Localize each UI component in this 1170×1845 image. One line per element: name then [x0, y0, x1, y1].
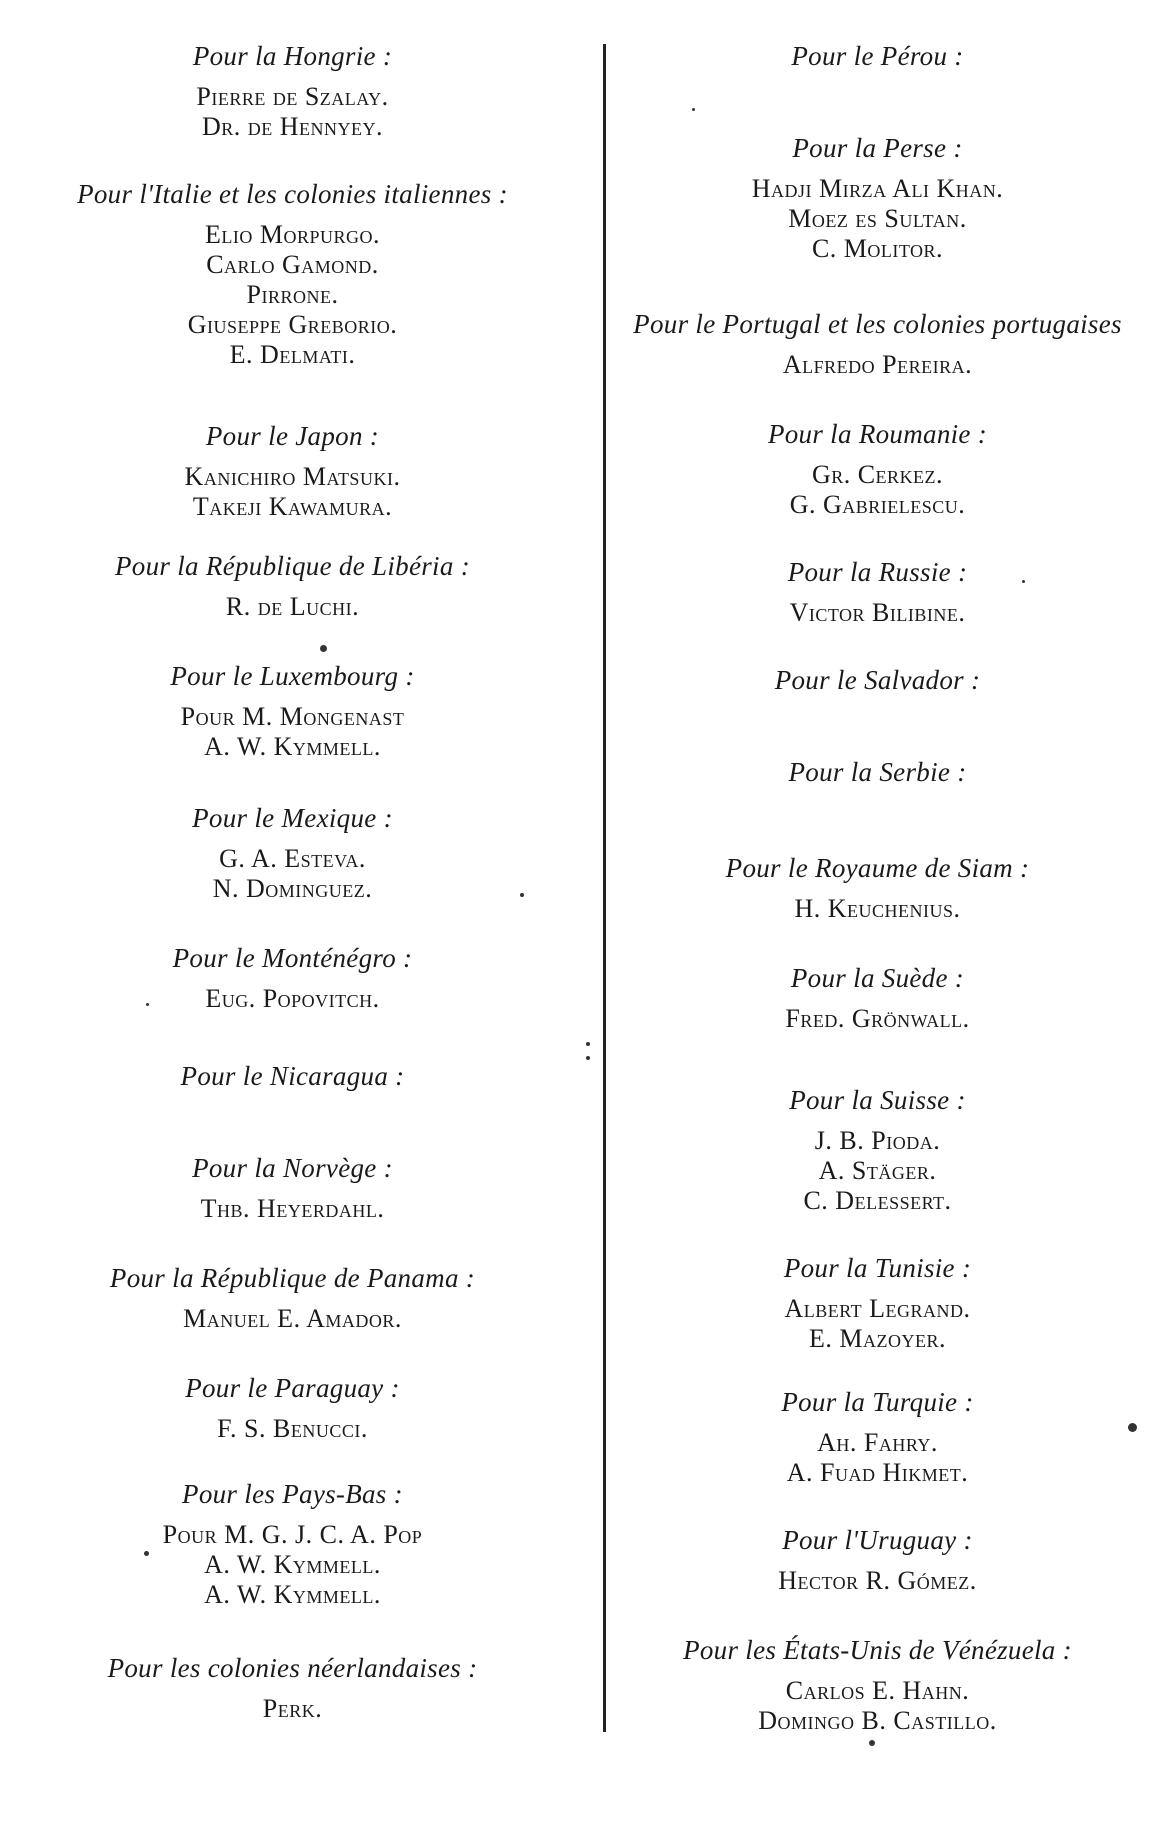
right-column [585, 0, 1170, 1845]
signatory-block [585, 756, 1170, 788]
country-heading: Pour le Luxembourg : [170, 661, 415, 691]
signer-list [0, 1414, 585, 1444]
signatory-block [585, 418, 1170, 520]
signer-list [0, 1304, 585, 1334]
signer-name: Alfredo Pereira. [782, 350, 973, 379]
country-heading: Pour les Pays-Bas : [182, 1479, 403, 1509]
country-heading: Pour le Monténégro : [172, 943, 413, 973]
signatory-block [0, 1652, 585, 1724]
signer-list [0, 702, 585, 762]
scan-speck [692, 108, 695, 111]
signatory-block [0, 550, 585, 622]
signer-name: Hadji Mirza Ali Khan. [751, 174, 1004, 203]
country-heading: Pour la Roumanie : [767, 419, 988, 449]
country-heading: Pour le Royaume de Siam : [725, 853, 1030, 883]
signer-list [0, 82, 585, 142]
signatory-block [585, 1524, 1170, 1596]
country-heading: Pour la République de Libéria : [115, 551, 470, 581]
signer-name: Takeji Kawamura. [192, 492, 393, 521]
signatory-block [585, 40, 1170, 72]
country-heading: Pour le Salvador : [774, 665, 981, 695]
signatory-block [0, 178, 585, 370]
signer-name: Pour M. G. J. C. A. Pop [162, 1520, 423, 1549]
signatory-block [585, 556, 1170, 628]
signer-list [585, 350, 1170, 380]
country-heading: Pour la Serbie : [788, 757, 967, 787]
signer-name: Manuel E. Amador. [183, 1304, 402, 1333]
country-heading: Pour les colonies néerlandaises : [107, 1653, 478, 1683]
country-heading: Pour la Tunisie : [783, 1253, 972, 1283]
signer-name: Hector R. Gómez. [778, 1566, 977, 1595]
country-heading: Pour le Nicaragua : [180, 1061, 405, 1091]
signer-name: H. Keuchenius. [794, 894, 961, 923]
signatory-block [585, 852, 1170, 924]
signatory-block [585, 1084, 1170, 1216]
signer-name: Gr. Cerkez. [811, 460, 944, 489]
signer-list [0, 1520, 585, 1610]
signer-list [585, 894, 1170, 924]
country-heading: Pour la Suisse : [789, 1085, 966, 1115]
scan-speck [1128, 1423, 1137, 1432]
signer-list [0, 1694, 585, 1724]
signatory-block [585, 1634, 1170, 1736]
signatory-block [0, 660, 585, 762]
signatory-block [0, 1478, 585, 1610]
signatory-block [585, 308, 1170, 380]
signer-list [0, 984, 585, 1014]
country-heading: Pour l'Italie et les colonies italiennes : [77, 179, 508, 209]
signer-name: F. S. Benucci. [217, 1414, 368, 1443]
signatory-block [0, 1372, 585, 1444]
country-heading: Pour la Hongrie : [192, 41, 393, 71]
country-heading: Pour le Paraguay : [185, 1373, 400, 1403]
signer-name: Moez es Sultan. [788, 204, 967, 233]
signer-list [585, 1676, 1170, 1736]
signer-name: Carlo Gamond. [206, 250, 379, 279]
scan-speck [1022, 580, 1025, 583]
signatory-block [585, 132, 1170, 264]
scan-speck [146, 1003, 149, 1006]
signatory-block [0, 942, 585, 1014]
signer-name: Victor Bilibine. [789, 598, 966, 627]
country-heading: Pour la Suède : [790, 963, 965, 993]
signer-list [0, 462, 585, 522]
scan-speck [869, 1740, 875, 1746]
signatory-block [0, 420, 585, 522]
signer-name: A. W. Kymmell. [204, 1550, 381, 1579]
signer-name: A. W. Kymmell. [204, 732, 381, 761]
signer-name: Pierre de Szalay. [196, 82, 389, 111]
signer-name: C. Molitor. [811, 234, 944, 263]
signer-name: Carlos E. Hahn. [785, 1676, 970, 1705]
country-heading: Pour la République de Panama : [109, 1263, 476, 1293]
signer-list [585, 1566, 1170, 1596]
signer-list [585, 174, 1170, 264]
signatory-block [0, 40, 585, 142]
signer-name: Thb. Heyerdahl. [200, 1194, 385, 1223]
country-heading: Pour l'Uruguay : [782, 1525, 973, 1555]
country-heading: Pour la Norvège : [192, 1153, 393, 1183]
signer-name: Kanichiro Matsuki. [184, 462, 401, 491]
signer-name: Eug. Popovitch. [205, 984, 380, 1013]
signer-name: Pour M. Mongenast [180, 702, 405, 731]
signer-name: G. Gabrielescu. [789, 490, 966, 519]
signer-list [585, 1428, 1170, 1488]
scan-speck [586, 1042, 590, 1046]
scan-speck [144, 1551, 149, 1556]
signer-list [0, 844, 585, 904]
signer-name: Domingo B. Castillo. [758, 1706, 997, 1735]
signatory-block [0, 1262, 585, 1334]
signer-name: A. Fuad Hikmet. [786, 1458, 969, 1487]
country-heading: Pour le Japon : [205, 421, 380, 451]
signer-list [0, 220, 585, 370]
scan-speck [320, 645, 327, 652]
scan-speck [520, 893, 524, 897]
signer-name: R. de Luchi. [225, 592, 360, 621]
signer-name: Perk. [262, 1694, 323, 1723]
country-heading: Pour le Pérou : [791, 41, 964, 71]
signer-name: Giuseppe Greborio. [187, 310, 398, 339]
signatory-block [585, 1252, 1170, 1354]
country-heading: Pour le Mexique : [192, 803, 393, 833]
signer-list [585, 1126, 1170, 1216]
signer-list [0, 1194, 585, 1224]
country-heading: Pour le Portugal et les colonies portugaises [633, 309, 1122, 339]
signer-name: A. Stäger. [818, 1156, 937, 1185]
country-heading: Pour la Perse : [792, 133, 963, 163]
signatory-block [0, 802, 585, 904]
scan-speck [586, 1056, 590, 1060]
signer-name: Albert Legrand. [784, 1294, 971, 1323]
signatory-block [585, 962, 1170, 1034]
signer-list [585, 598, 1170, 628]
signer-name: C. Delessert. [803, 1186, 952, 1215]
signer-list [585, 1004, 1170, 1034]
signatory-block [0, 1152, 585, 1224]
signer-list [585, 460, 1170, 520]
signer-name: A. W. Kymmell. [204, 1580, 381, 1609]
signer-name: E. Mazoyer. [809, 1324, 946, 1353]
country-heading: Pour la Turquie : [781, 1387, 974, 1417]
country-heading: Pour la Russie : [787, 557, 968, 587]
signer-list [585, 1294, 1170, 1354]
signer-name: Ah. Fahry. [817, 1428, 938, 1457]
signatory-block [585, 1386, 1170, 1488]
signer-name: Pirrone. [246, 280, 339, 309]
signatory-block [0, 1060, 585, 1092]
signatory-block [585, 664, 1170, 696]
signer-name: Dr. de Hennyey. [201, 112, 384, 141]
signer-name: G. A. Esteva. [219, 844, 366, 873]
signer-name: N. Dominguez. [212, 874, 373, 903]
signer-name: J. B. Pioda. [814, 1126, 941, 1155]
country-heading: Pour les États-Unis de Vénézuela : [683, 1635, 1072, 1665]
signer-list [0, 592, 585, 622]
signer-name: E. Delmati. [229, 340, 356, 369]
signer-name: Elio Morpurgo. [204, 220, 380, 249]
signer-name: Fred. Grönwall. [785, 1004, 970, 1033]
